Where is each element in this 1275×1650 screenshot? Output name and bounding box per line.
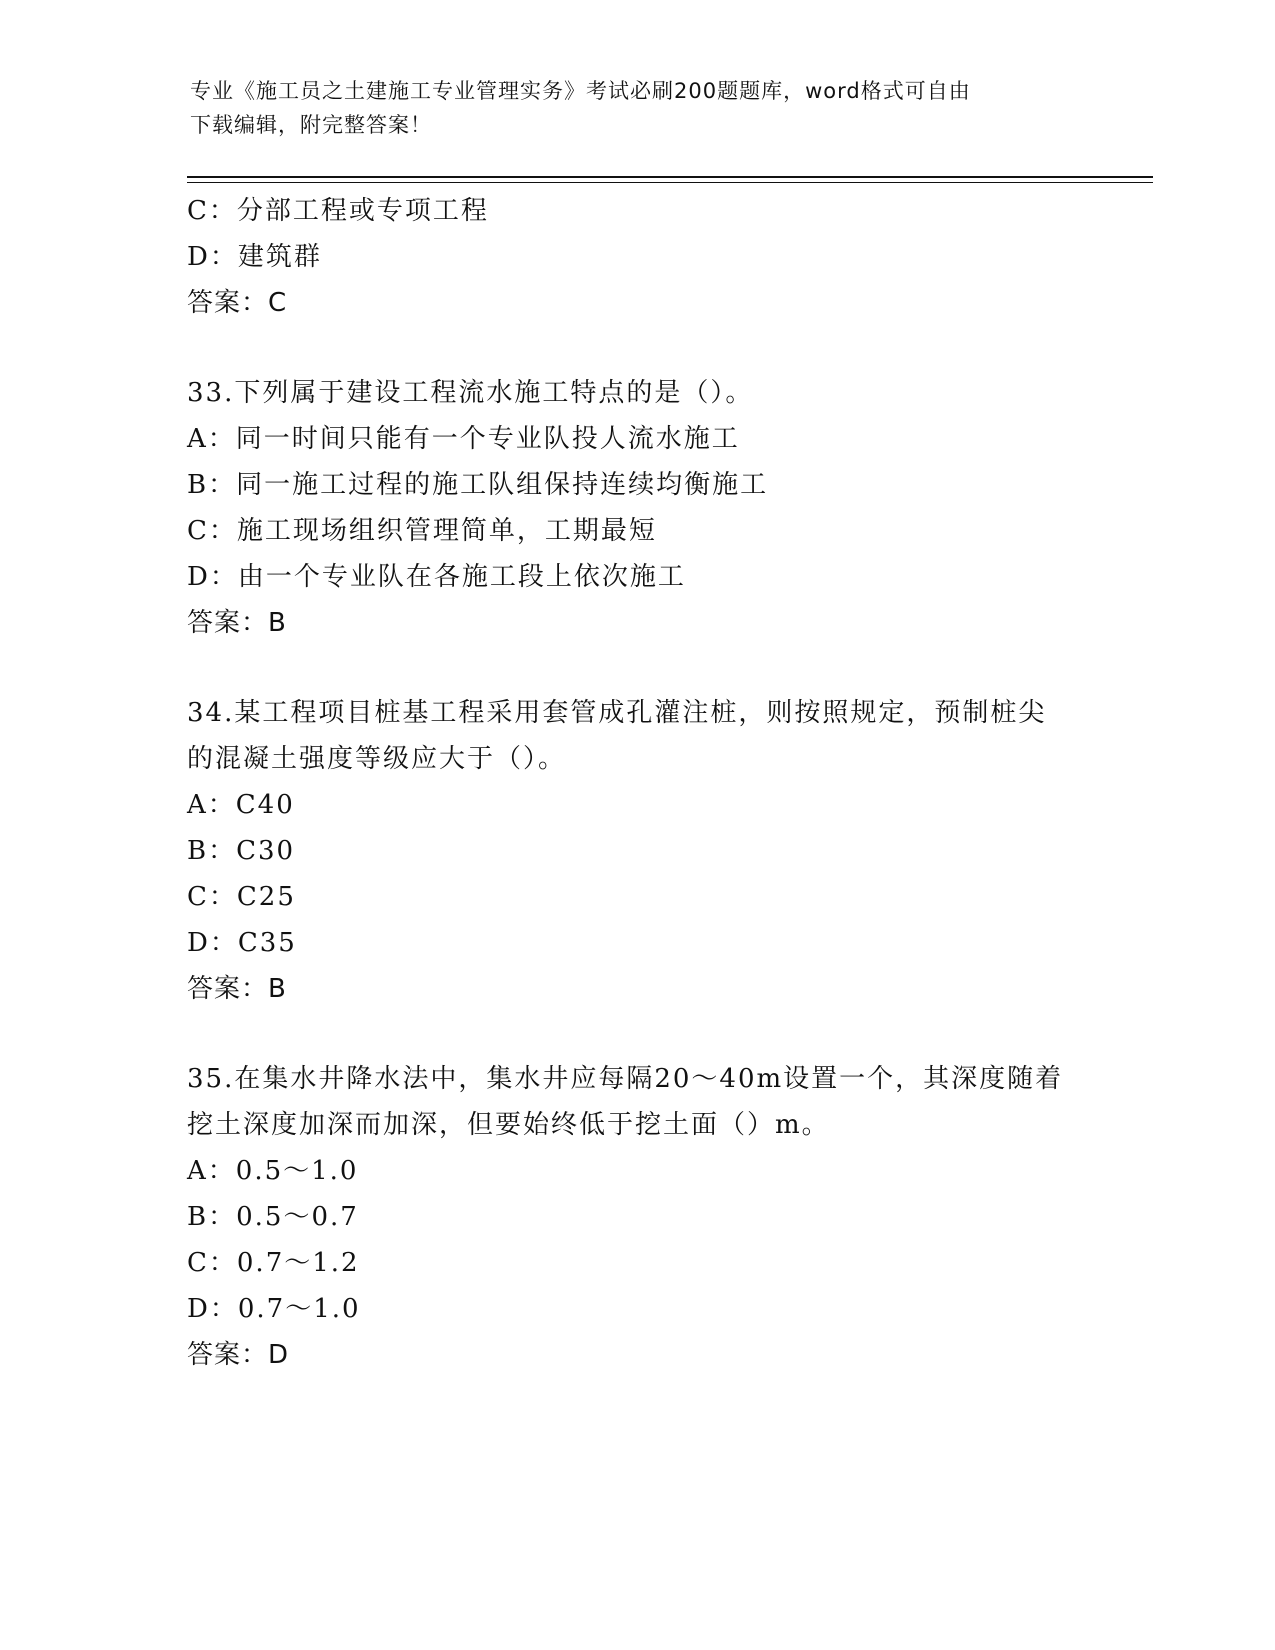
question-gap [187,646,1087,690]
option-d: D：0.7～1.0 [187,1294,361,1324]
question-34 [187,690,1087,1012]
question-stem-continued: 挖土深度加深而加深，但要始终低于挖土面（）m。 [187,1110,830,1140]
option-b: B：同一施工过程的施工队组保持连续均衡施工 [187,470,769,500]
option-c: C：分部工程或专项工程 [187,196,489,226]
answer-line: 答案：B [187,974,287,1004]
option-a: A：同一时间只能有一个专业队投人流水施工 [187,424,740,454]
option-b: B：0.5～0.7 [187,1202,359,1232]
question-gap [187,326,1087,370]
option-c: C：C25 [187,882,296,912]
question-stem: 35.在集水井降水法中，集水井应每隔20～40m设置一个，其深度随着 [187,1064,1064,1094]
option-d: D：由一个专业队在各施工段上依次施工 [187,562,686,592]
option-c: C：0.7～1.2 [187,1248,360,1278]
question-gap [187,1012,1087,1056]
option-c: C：施工现场组织管理简单，工期最短 [187,516,657,546]
header-divider-thick [187,176,1153,178]
option-d: D：C35 [187,928,297,958]
answer-line: 答案：C [187,288,288,318]
document-header [190,74,1070,142]
option-b: B：C30 [187,836,296,866]
header-line-2: 下载编辑，附完整答案！ [190,113,432,137]
continued-question [187,188,1087,326]
option-d: D：建筑群 [187,242,322,272]
question-stem: 33.下列属于建设工程流水施工特点的是（）。 [187,378,754,408]
question-stem: 34.某工程项目桩基工程采用套管成孔灌注桩，则按照规定，预制桩尖 [187,698,1047,728]
question-list [187,188,1087,1378]
question-35 [187,1056,1087,1378]
option-a: A：C40 [187,790,295,820]
question-stem-continued: 的混凝土强度等级应大于（）。 [187,744,567,774]
answer-line: 答案：B [187,608,287,638]
option-a: A：0.5～1.0 [187,1156,359,1186]
header-line-1: 专业《施工员之土建施工专业管理实务》考试必刷200题题库，word格式可自由 [190,79,971,103]
answer-line: 答案：D [187,1340,290,1370]
question-33 [187,370,1087,646]
header-divider-thin [187,182,1153,183]
